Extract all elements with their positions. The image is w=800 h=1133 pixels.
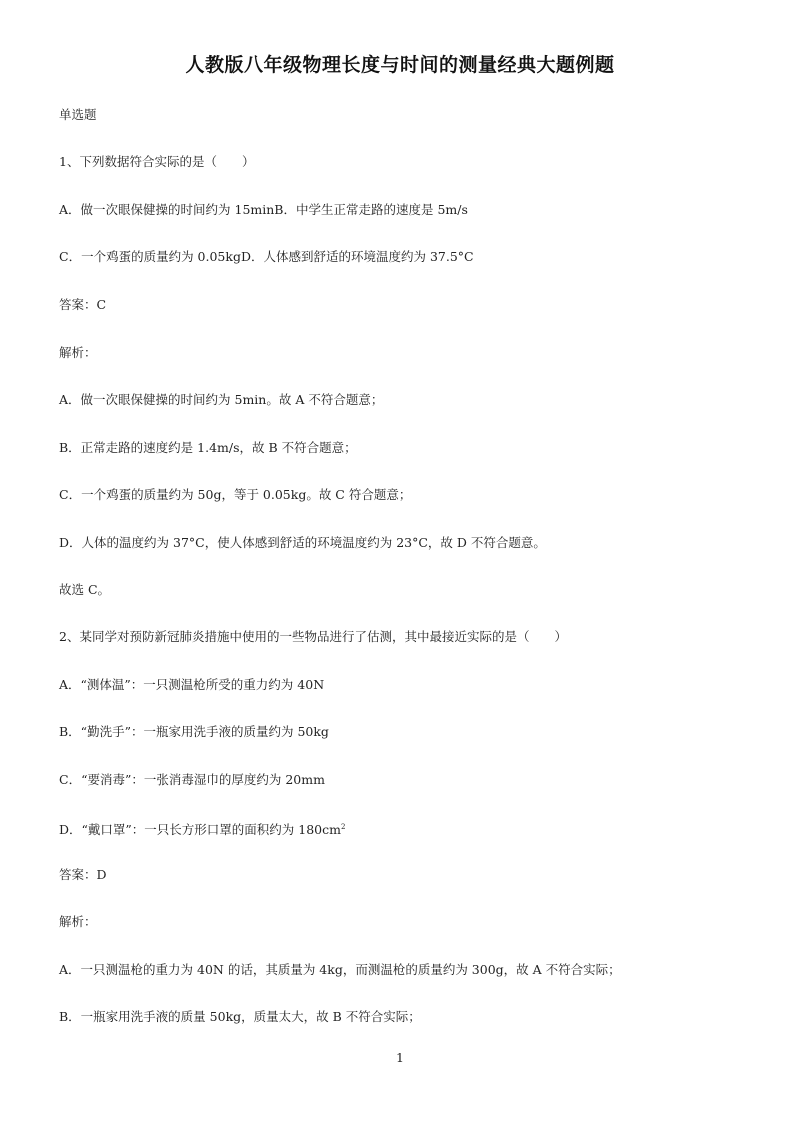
question-2-option-b: B．“勤洗手”：一瓶家用洗手液的质量约为 50kg <box>59 724 329 739</box>
question-1-stem: 1、下列数据符合实际的是（ ） <box>59 154 255 169</box>
question-2-analysis-label: 解析： <box>59 914 97 929</box>
question-1-analysis-b: B．正常走路的速度约是 1.4m/s，故 B 不符合题意； <box>59 440 357 455</box>
page-title: 人教版八年级物理长度与时间的测量经典大题例题 <box>185 54 615 76</box>
question-2-option-c: C．“要消毒”：一张消毒湿巾的厚度约为 20mm <box>59 772 325 787</box>
question-1-answer: 答案：C <box>59 297 107 312</box>
question-1-options-cd: C．一个鸡蛋的质量约为 0.05kgD．人体感到舒适的环境温度约为 37.5°C <box>59 249 474 264</box>
question-2-analysis-a: A．一只测温枪的重力为 40N 的话，其质量为 4kg，而测温枪的质量约为 300g，故 A 不符合实际； <box>59 962 621 977</box>
question-1-conclusion: 故选 C。 <box>59 582 111 597</box>
question-1-analysis-c: C．一个鸡蛋的质量约为 50g，等于 0.05kg。故 C 符合题意； <box>59 487 412 502</box>
question-2-option-d-text: D．“戴口罩”：一只长方形口罩的面积约为 180cm <box>59 822 341 838</box>
question-2-analysis-b: B．一瓶家用洗手液的质量 50kg，质量太大，故 B 不符合实际； <box>59 1009 421 1024</box>
question-1-analysis-label: 解析： <box>59 345 97 360</box>
question-2-answer: 答案：D <box>59 867 107 882</box>
question-1-analysis-d: D．人体的温度约为 37°C，使人体感到舒适的环境温度约为 23°C，故 D 不符合题意。 <box>59 535 546 550</box>
question-2-option-d-superscript: 2 <box>341 823 346 831</box>
question-2-stem: 2、某同学对预防新冠肺炎措施中使用的一些物品进行了估测，其中最接近实际的是（ ） <box>59 629 567 644</box>
question-1-options-ab: A．做一次眼保健操的时间约为 15minB．中学生正常走路的速度是 5m/s <box>59 202 468 217</box>
question-2-option-d <box>59 818 345 839</box>
question-1-analysis-a: A．做一次眼保健操的时间约为 5min。故 A 不符合题意； <box>59 392 384 407</box>
section-heading: 单选题 <box>59 107 97 122</box>
page-number: 1 <box>396 1050 404 1065</box>
question-2-option-a: A．“测体温”：一只测温枪所受的重力约为 40N <box>59 677 325 692</box>
